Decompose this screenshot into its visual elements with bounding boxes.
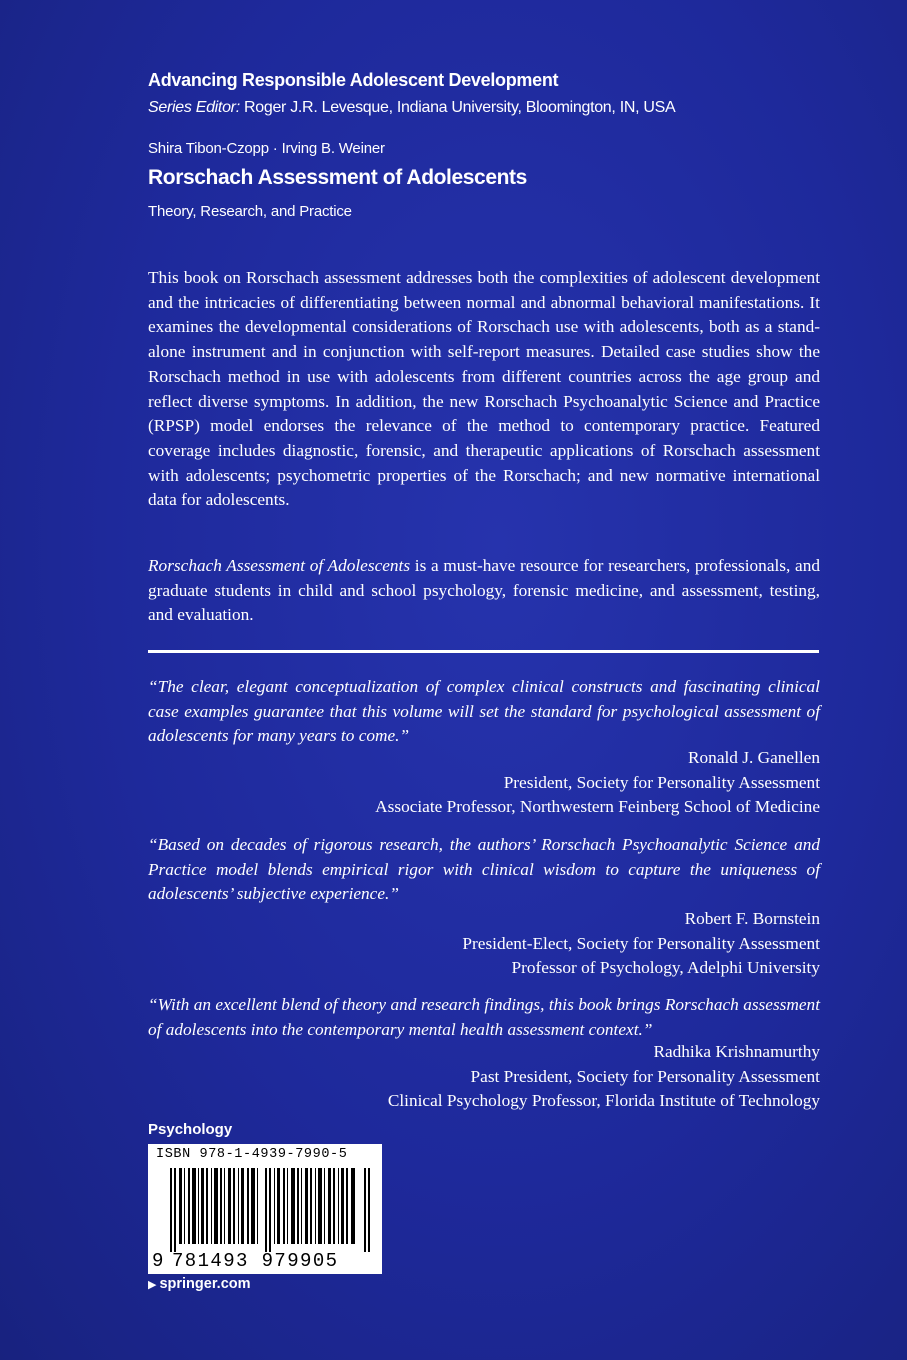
endorser-name: Ronald J. Ganellen <box>688 748 820 767</box>
publisher-url: springer.com <box>159 1276 251 1292</box>
endorser-name: Radhika Krishnamurthy <box>653 1042 820 1061</box>
endorsement-attribution <box>220 1040 820 1114</box>
description-summary <box>148 554 820 628</box>
endorser-title: President, Society for Personality Assessment <box>503 772 820 792</box>
endorser-affiliation: Clinical Psychology Professor, Florida Institute of Technology <box>387 1091 820 1111</box>
endorser-affiliation: Associate Professor, Northwestern Feinberg School of Medicine <box>375 797 820 817</box>
endorsement-attribution <box>220 746 820 820</box>
endorser-name: Robert F. Bornstein <box>684 909 820 928</box>
play-arrow-icon: ▶ <box>148 1279 157 1291</box>
isbn-label: ISBN 978-1-4939-7990-5 <box>156 1147 348 1162</box>
endorsement-quote: “With an excellent blend of theory and research findings, this book brings Rorschach assessment of adolescents into the contemporary mental health assessment context.” <box>148 995 820 1039</box>
description-paragraph: This book on Rorschach assessment addresses both the complexities of adolescent development and the intricacies of differentiating between normal and abnormal behavioral manifestations. It examines the developmental considerations of Rorschach use with adolescents, both as a stand-alone instrument and in conjunction with self-report measures. Detailed case studies show the Rorschach method in use with adolescents from different countries across the age group and reflect diverse symptoms. In addition, the new Rorschach Psychoanalytic Science and Practice (RPSP) model endorses the relevance of the method to contemporary practice. Featured coverage includes diagnostic, forensic, and therapeutic applications of Rorschach assessment with adolescents; psychometric properties of the Rorschach; and new normative international data for adolescents. <box>148 268 820 510</box>
isbn-barcode <box>148 1144 382 1274</box>
series-editor <box>148 99 675 117</box>
ean-lead-digit: 9 <box>152 1250 164 1272</box>
ean-digits: 781493 979905 <box>172 1250 339 1272</box>
series-title: Advancing Responsible Adolescent Development <box>148 70 559 90</box>
publisher-link[interactable] <box>148 1276 251 1292</box>
endorsement-quote: “The clear, elegant conceptualization of complex clinical constructs and fascinating clinical case examples guarantee that this volume will set the standard for psychological assessment of adolescents for many years to come.” <box>148 677 820 746</box>
series-editor-label: Series Editor: <box>148 99 240 116</box>
series-editor-value: Roger J.R. Levesque, Indiana University, Bloomington, IN, USA <box>239 99 676 116</box>
endorser-title: Past President, Society for Personality Assessment <box>470 1066 820 1086</box>
endorser-affiliation: Professor of Psychology, Adelphi University <box>511 958 820 978</box>
book-subtitle: Theory, Research, and Practice <box>148 203 352 220</box>
barcode-bars <box>170 1168 370 1252</box>
book-title: Rorschach Assessment of Adolescents <box>148 166 527 189</box>
subject-category: Psychology <box>148 1121 233 1138</box>
endorsement-attribution <box>220 907 820 981</box>
endorsement-quote: “Based on decades of rigorous research, the authors’ Rorschach Psychoanalytic Science and Practice model blends empirical rigor with clinical wisdom to capture the uniqueness of adolescents’ subjective experience.” <box>148 835 820 904</box>
description-summary-title: Rorschach Assessment of Adolescents <box>148 556 411 575</box>
divider-rule <box>148 650 819 653</box>
book-authors: Shira Tibon-Czopp · Irving B. Weiner <box>148 140 385 157</box>
endorser-title: President-Elect, Society for Personality Assessment <box>462 933 820 953</box>
description-summary-text: is a must-have resource for researchers, professionals, and graduate students in child and school psychology, forensic medicine, and assessment, testing, and evaluation. <box>148 556 820 625</box>
